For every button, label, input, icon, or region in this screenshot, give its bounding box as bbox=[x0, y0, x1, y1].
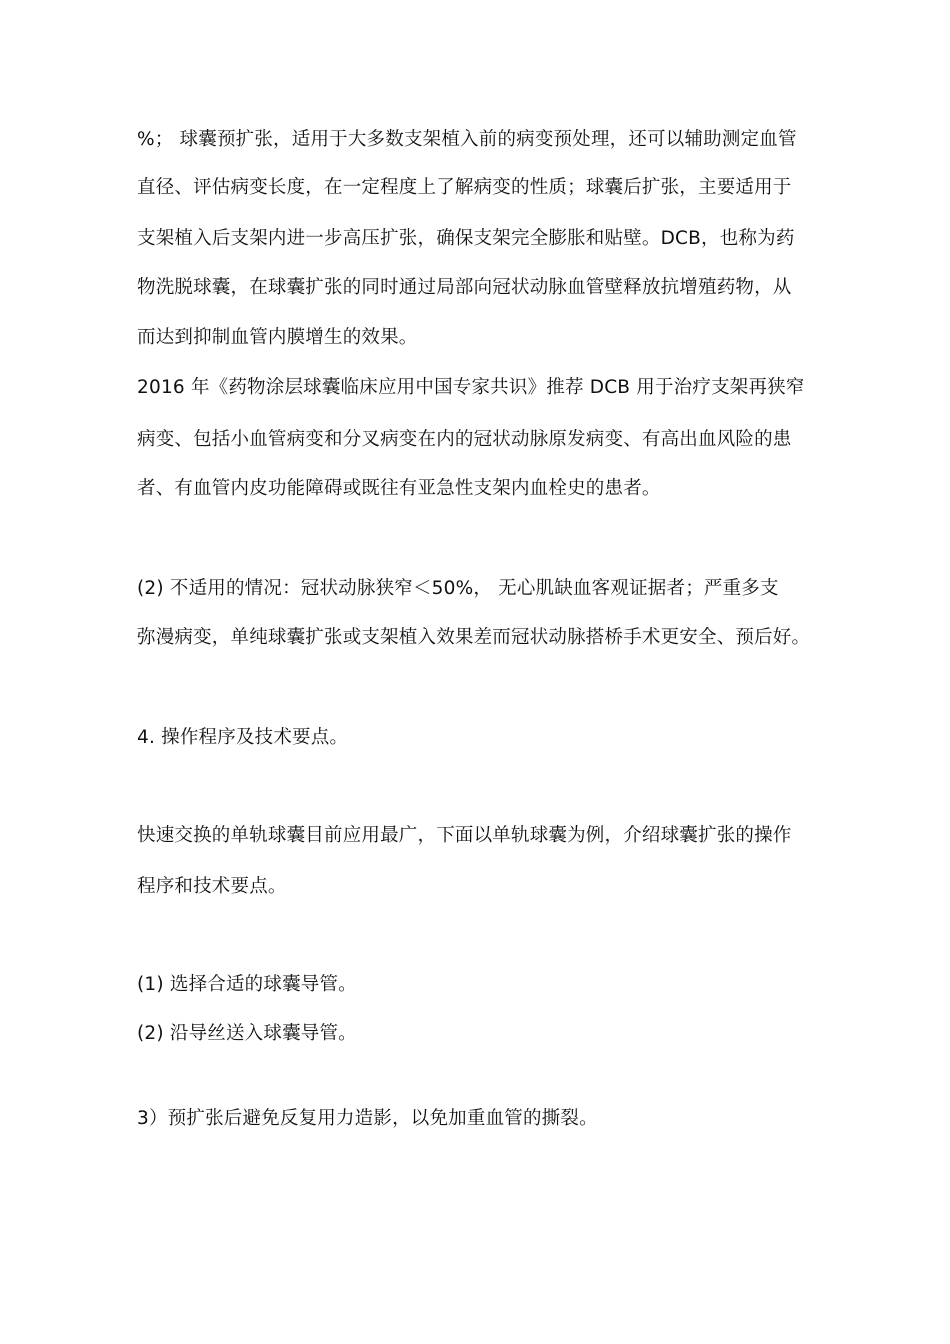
step-2: (2) 沿导丝送入球囊导管。 bbox=[137, 1023, 357, 1044]
paragraph-4-line-1: 快速交换的单轨球囊目前应用最广，下面以单轨球囊为例，介绍球囊扩张的操作 bbox=[137, 825, 792, 846]
paragraph-2-line-3: 者、有血管内皮功能障碍或既往有亚急性支架内血栓史的患者。 bbox=[137, 478, 661, 499]
step-3: 3）预扩张后避免反复用力造影，以免加重血管的撕裂。 bbox=[137, 1108, 598, 1129]
paragraph-1-line-4: 物洗脱球囊，在球囊扩张的同时通过局部向冠状动脉血管壁释放抗增殖药物，从 bbox=[137, 277, 792, 298]
paragraph-2-line-1: 2016 年《药物涂层球囊临床应用中国专家共识》推荐 DCB 用于治疗支架再狭窄 bbox=[137, 377, 805, 398]
paragraph-3-line-2: 弥漫病变，单纯球囊扩张或支架植入效果差而冠状动脉搭桥手术更安全、预后好。 bbox=[137, 627, 811, 648]
paragraph-3-line-1: (2) 不适用的情况：冠状动脉狭窄＜50%， 无心肌缺血客观证据者；严重多支 bbox=[137, 578, 779, 599]
paragraph-1-line-2: 直径、评估病变长度，在一定程度上了解病变的性质；球囊后扩张，主要适用于 bbox=[137, 177, 792, 198]
paragraph-2-line-2: 病变、包括小血管病变和分叉病变在内的冠状动脉原发病变、有高出血风险的患 bbox=[137, 429, 792, 450]
step-1: (1) 选择合适的球囊导管。 bbox=[137, 974, 357, 995]
paragraph-1-line-5: 而达到抑制血管内膜增生的效果。 bbox=[137, 327, 418, 348]
section-heading-4: 4. 操作程序及技术要点。 bbox=[137, 727, 349, 748]
paragraph-4-line-2: 程序和技术要点。 bbox=[137, 876, 287, 897]
paragraph-1-line-1: %； 球囊预扩张，适用于大多数支架植入前的病变预处理，还可以辅助测定血管 bbox=[137, 129, 797, 150]
paragraph-1-line-3: 支架植入后支架内进一步高压扩张，确保支架完全膨胀和贴壁。DCB，也称为药 bbox=[137, 228, 795, 249]
